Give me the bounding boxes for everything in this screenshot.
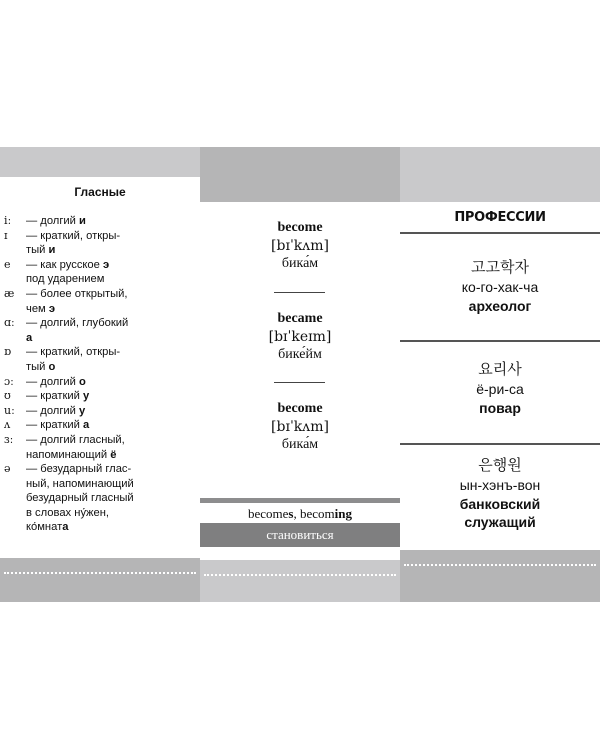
description-text: под ударением (26, 273, 105, 286)
russian-letter: у (83, 390, 90, 403)
divider (400, 443, 600, 445)
description-text: ный, напоминающий (26, 477, 134, 490)
vowel-row (4, 360, 196, 375)
bottom-bar (400, 550, 600, 602)
vowel-row (4, 214, 196, 229)
ipa-symbol: ʌ (4, 418, 11, 432)
description-text: — краткий, откры- (26, 229, 121, 242)
russian-letter: и (48, 244, 56, 257)
vowel-row (4, 258, 196, 273)
ipa-symbol (4, 520, 26, 535)
russian-pronunciation: бика́м (281, 437, 319, 452)
description-text: тый (26, 360, 49, 373)
vowels-title: Гласные (74, 185, 126, 199)
ipa-symbol (4, 506, 26, 521)
vowels-panel (0, 147, 200, 602)
ipa-symbol: ʊ (4, 389, 11, 403)
korean-word: 은행원 (478, 456, 522, 474)
vowel-description (26, 258, 196, 273)
top-bar (400, 147, 600, 202)
russian-letter: э (48, 302, 56, 315)
ipa-symbol (4, 272, 26, 287)
vowel-description (26, 506, 196, 521)
vowel-description (26, 433, 196, 448)
vowel-row (4, 433, 196, 448)
profession-item (400, 359, 600, 417)
vowel-description (26, 448, 196, 463)
vowel-description (26, 345, 196, 360)
separator (274, 292, 325, 293)
description-text: безударный гласный (26, 492, 134, 505)
russian-word: археолог (468, 298, 532, 314)
vowel-description (26, 389, 196, 404)
vowel-row (4, 375, 196, 390)
russian-word: банковский (459, 496, 541, 512)
ipa-symbol (4, 302, 26, 317)
vowel-row (4, 477, 196, 492)
vowel-description (26, 520, 196, 535)
ipa-symbol: e (4, 257, 11, 271)
description-text: — краткий, откры- (26, 346, 121, 359)
description-text: — более открытый, (26, 287, 128, 300)
top-bar (200, 147, 400, 202)
vowel-description (26, 287, 196, 302)
bottom-bar (0, 558, 200, 602)
ipa-symbol: ə (4, 462, 11, 476)
description-text: — долгий (26, 375, 80, 388)
romanization: ын-хэнъ-вон (459, 477, 541, 493)
vowel-description (26, 375, 196, 390)
russian-letter: о (48, 360, 56, 373)
ipa-symbol (4, 243, 26, 258)
russian-word: повар (479, 400, 521, 416)
description-text: — безударный глас- (26, 463, 132, 476)
russian-letter: э (103, 258, 110, 271)
vowel-description (26, 418, 196, 433)
dotted-line (404, 564, 596, 566)
ipa-symbol: ɑː (4, 316, 15, 330)
romanization: ко-го-хак-ча (461, 279, 539, 295)
vowel-row (4, 506, 196, 521)
description-text: в словах ну́жен, (26, 506, 110, 519)
description-text: ко́мнат (26, 521, 63, 534)
russian-letter: а (26, 331, 33, 344)
ipa-symbol (4, 477, 26, 492)
dotted-line (204, 574, 396, 576)
vowel-row (4, 243, 196, 258)
vowel-description (26, 331, 196, 346)
english-word: become (277, 401, 323, 416)
ipa-symbol: iː (4, 214, 12, 227)
vowel-description (26, 316, 196, 331)
ipa-symbol: ɪ (4, 228, 8, 242)
vowel-row (4, 520, 196, 535)
russian-pronunciation: бике́йм (278, 347, 322, 362)
vowel-row (4, 229, 196, 244)
vowel-row (4, 404, 196, 419)
vowel-description (26, 360, 196, 375)
russian-letter: о (79, 375, 86, 388)
vowel-row (4, 345, 196, 360)
vowel-description (26, 272, 196, 287)
description-text: — долгий, глубокий (26, 317, 129, 330)
transcription: [bɪˈkʌm] (271, 419, 329, 435)
vowel-description (26, 404, 196, 419)
vowel-row (4, 389, 196, 404)
professions-title: ПРОФЕССИИ (454, 210, 546, 225)
description-text: — долгий (26, 404, 80, 417)
form-stem: become (248, 506, 289, 521)
description-text: — как русское (26, 258, 103, 271)
ipa-symbol: æ (4, 286, 15, 300)
vowel-row (4, 302, 196, 317)
ipa-symbol (4, 360, 26, 375)
ipa-symbol (4, 448, 26, 463)
vowel-description (26, 229, 196, 244)
translation-bar: становиться (200, 523, 400, 547)
vowel-row (4, 491, 196, 506)
divider (400, 340, 600, 342)
top-bar (0, 147, 200, 177)
vowel-description (26, 477, 196, 492)
russian-letter: ё (110, 448, 117, 461)
profession-item (400, 257, 600, 315)
russian-letter: а (83, 419, 90, 432)
vowel-row (4, 448, 196, 463)
ipa-symbol: ɒ (4, 345, 12, 359)
form-separator: , (293, 506, 300, 521)
korean-word: 고고학자 (471, 258, 529, 276)
vowel-description (26, 462, 196, 477)
vowel-row (4, 418, 196, 433)
description-text: — краткий (26, 390, 84, 403)
form-stem: becom (299, 506, 335, 521)
vowel-row (4, 272, 196, 287)
vowel-description (26, 302, 196, 317)
description-text: — долгий гласный, (26, 433, 125, 446)
word-form-infinitive (200, 219, 400, 273)
form-suffix: s (288, 506, 294, 521)
bottom-bar (200, 560, 400, 602)
description-text: — долгий (26, 215, 80, 227)
professions-panel (400, 147, 600, 602)
vowel-row (4, 331, 196, 346)
profession-item (400, 455, 600, 531)
ipa-symbol: ɜː (4, 432, 14, 446)
word-form-past (200, 310, 400, 364)
russian-word-line2: служащий (464, 514, 536, 530)
form-suffix: ing (334, 506, 352, 521)
description-text: чем (26, 302, 49, 315)
transcription: [bɪˈkeɪm] (268, 329, 332, 345)
english-word: become (277, 220, 323, 235)
ipa-symbol (4, 491, 26, 506)
description-text: тый (26, 244, 49, 257)
vowel-row (4, 462, 196, 477)
word-form-participle (200, 400, 400, 454)
russian-letter: у (79, 404, 86, 417)
vowel-description (26, 214, 196, 229)
dotted-line (4, 572, 196, 574)
divider (400, 232, 600, 234)
ipa-symbol: uː (4, 403, 15, 417)
korean-word: 요리사 (478, 360, 522, 378)
vowel-description (26, 491, 196, 506)
russian-letter: а (62, 521, 69, 534)
russian-pronunciation: бика́м (281, 256, 319, 271)
separator (274, 382, 325, 383)
ipa-symbol (4, 331, 26, 346)
russian-letter: и (79, 215, 86, 227)
romanization: ё-ри-са (476, 381, 524, 397)
description-text: напоминающий (26, 448, 111, 461)
word-card-panel (200, 147, 400, 602)
vowel-row (4, 316, 196, 331)
vowel-row (4, 287, 196, 302)
ipa-symbol: ɔː (4, 374, 14, 388)
transcription: [bɪˈkʌm] (271, 238, 329, 254)
description-text: — краткий (26, 419, 84, 432)
vowel-description (26, 243, 196, 258)
vowels-list (4, 214, 196, 535)
english-word: became (277, 311, 323, 326)
